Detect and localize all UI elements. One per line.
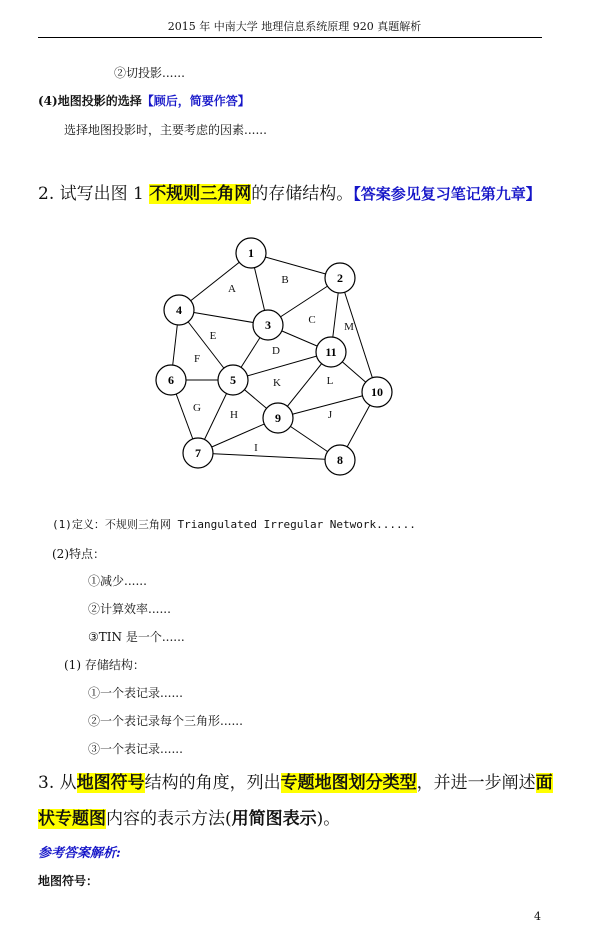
- def-line-3: ①减少......: [88, 574, 147, 588]
- projection-choice-note: 【顾后，简要作答】: [141, 94, 250, 108]
- triangle-label-c: C: [308, 314, 316, 326]
- page-header: 2015 年 中南大学 地理信息系统原理 920 真题解析: [167, 20, 422, 33]
- tin-node-5: [218, 365, 248, 395]
- q2-reference: 【答案参见复习笔记第九章】: [353, 185, 541, 203]
- map-symbol-heading: 地图符号：: [38, 874, 99, 888]
- triangle-label-h: H: [230, 409, 238, 421]
- def-line-6: (1) 存储结构：: [64, 658, 145, 672]
- svg-text:2: 2: [337, 271, 343, 285]
- def-line-1: (1)定义：不规则三角网 Triangulated Irregular Network......: [52, 518, 416, 531]
- tin-node-9: [263, 403, 293, 433]
- tin-node-1: [236, 238, 266, 268]
- triangle-label-e: E: [209, 330, 217, 342]
- tin-node-4: [164, 295, 194, 325]
- tin-node-2: [325, 263, 355, 293]
- def-line-9: ③一个表记录......: [88, 742, 183, 756]
- question-3-line-2: [38, 804, 340, 829]
- svg-text:8: 8: [337, 453, 343, 467]
- tin-node-7: [183, 438, 213, 468]
- q3-highlight-symbols: 地图符号: [76, 773, 145, 793]
- q3-prefix: 3. 从: [38, 773, 77, 793]
- def-line-8: ②一个表记录每个三角形......: [88, 714, 243, 728]
- triangle-label-m: M: [344, 321, 354, 333]
- projection-choice-heading: (4)地图投影的选择: [38, 94, 142, 108]
- triangle-label-k: K: [273, 377, 281, 389]
- q3-highlight-area-a: 面: [535, 773, 553, 793]
- svg-text:6: 6: [168, 373, 174, 387]
- q3-bold: 用简图表示: [231, 809, 317, 829]
- q3-post-2: )。: [316, 809, 341, 829]
- def-line-7: ①一个表记录......: [88, 686, 183, 700]
- tin-node-10: [362, 377, 392, 407]
- triangle-label-d: D: [272, 345, 280, 357]
- triangle-label-l: L: [326, 375, 334, 387]
- line-tangent-projection: ②切投影......: [114, 66, 185, 80]
- tin-edge: [340, 278, 377, 392]
- q2-highlight: 不规则三角网: [149, 184, 252, 204]
- tin-node-3: [253, 310, 283, 340]
- q3-highlight-area-b: 状专题图: [38, 809, 106, 829]
- svg-text:3: 3: [265, 318, 271, 332]
- q3-mid-2: ，并进一步阐述: [416, 773, 536, 793]
- svg-text:9: 9: [275, 411, 281, 425]
- def-line-5: ③TIN 是一个......: [88, 630, 185, 644]
- triangle-label-a: A: [228, 283, 236, 295]
- q3-highlight-types: 专题地图划分类型: [280, 773, 417, 793]
- svg-text:1: 1: [248, 246, 254, 260]
- svg-text:10: 10: [371, 385, 383, 399]
- question-3-line-1: [38, 768, 553, 793]
- def-line-2: (2)特点：: [52, 547, 105, 561]
- triangle-label-f: F: [193, 353, 201, 365]
- answer-label: 参考答案解析:: [38, 846, 121, 861]
- tin-node-11: [316, 337, 346, 367]
- triangle-label-j: J: [327, 409, 333, 421]
- q2-suffix: 的存储结构。: [251, 184, 354, 204]
- tin-node-8: [325, 445, 355, 475]
- line-projection-factors: 选择地图投影时，主要考虑的因素......: [64, 123, 267, 137]
- triangle-label-g: G: [193, 402, 201, 414]
- svg-text:11: 11: [325, 345, 337, 359]
- q3-mid-1: 结构的角度，列出: [144, 773, 281, 793]
- svg-text:5: 5: [230, 373, 236, 387]
- q3-post-1: 内容的表示方法(: [106, 809, 232, 829]
- triangle-label-i: I: [254, 442, 258, 454]
- tin-node-6: [156, 365, 186, 395]
- svg-text:4: 4: [176, 303, 182, 317]
- q2-prefix: 2. 试写出图 1: [38, 184, 150, 204]
- tin-edge: [198, 453, 340, 460]
- svg-text:7: 7: [195, 446, 201, 460]
- page-number: 4: [534, 910, 541, 923]
- def-line-4: ②计算效率......: [88, 602, 171, 616]
- triangle-label-b: B: [281, 274, 289, 286]
